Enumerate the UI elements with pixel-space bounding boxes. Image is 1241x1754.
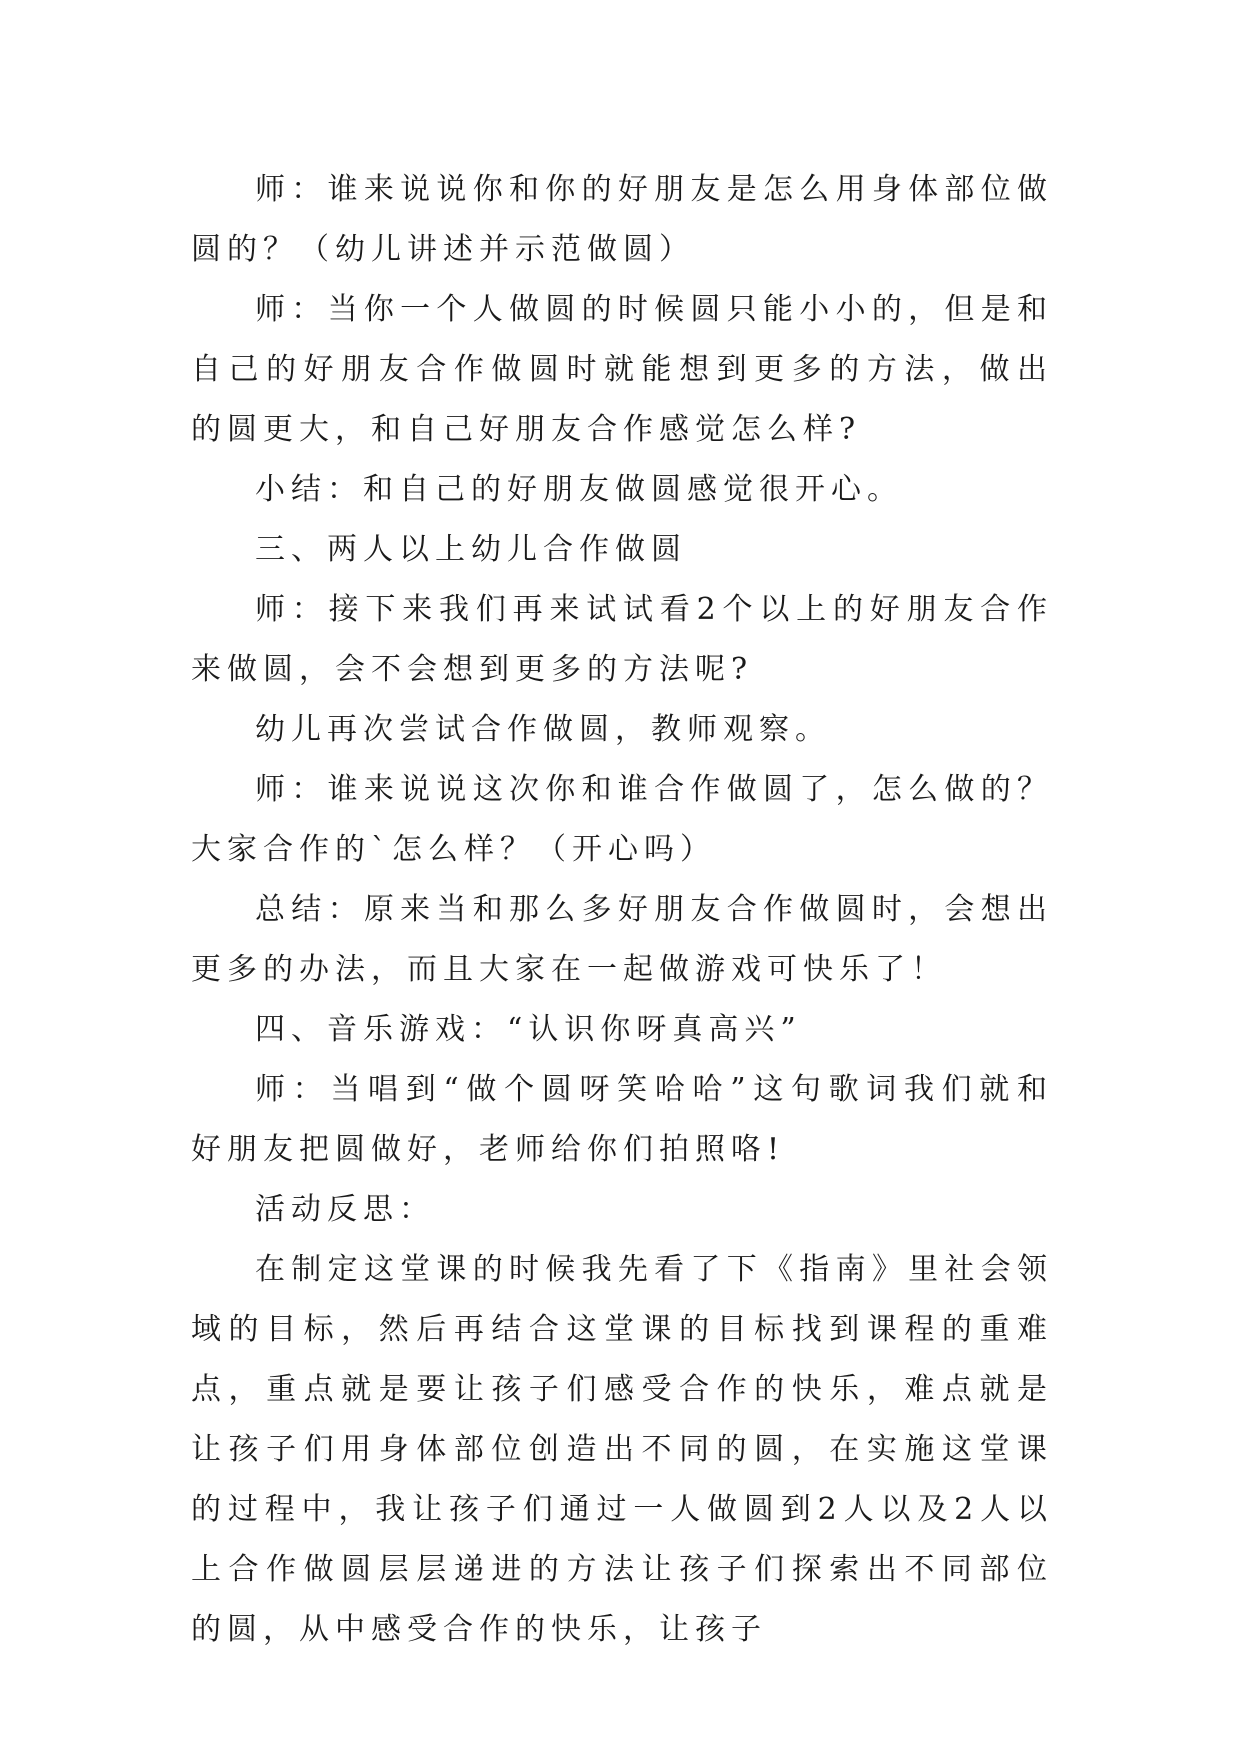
paragraph-child-attempt: 幼儿再次尝试合作做圆，教师观察。 [255, 712, 831, 747]
paragraph-teacher-question-1: 师：谁来说说你和你的好朋友是怎么用身体部位做圆的？（幼儿讲述并示范做圆） [191, 172, 1053, 267]
section-heading-4: 四、音乐游戏：“认识你呀真高兴” [255, 1012, 802, 1047]
paragraph-reflection: 在制定这堂课的时候我先看了下《指南》里社会领域的目标，然后再结合这堂课的目标找到课程的重难点，重点就是要让孩子们感受合作的快乐，难点就是让孩子们用身体部位创造出不同的圆，在实施这堂课的过程中，我让孩子们通过一人做圆到2人以及2人以上合作做圆层层递进的方法让孩子们探索出不同部位的圆，从中感受合作的快乐，让孩子 [191, 1252, 1053, 1647]
paragraph-teacher-question-4: 师：谁来说说这次你和谁合作做圆了，怎么做的？大家合作的`怎么样？（开心吗） [191, 772, 1053, 867]
paragraph-conclusion: 总结：原来当和那么多好朋友合作做圆时，会想出更多的办法，而且大家在一起做游戏可快乐了！ [191, 892, 1053, 987]
paragraph-teacher-instruction: 师：当唱到“做个圆呀笑哈哈”这句歌词我们就和好朋友把圆做好，老师给你们拍照咯! [191, 1072, 1053, 1167]
section-heading-3: 三、两人以上幼儿合作做圆 [255, 532, 687, 567]
paragraph-teacher-question-3: 师：接下来我们再来试试看2个以上的好朋友合作来做圆，会不会想到更多的方法呢? [191, 592, 1053, 687]
paragraph-summary-1: 小结：和自己的好朋友做圆感觉很开心。 [255, 472, 903, 507]
paragraph-teacher-question-2: 师：当你一个人做圆的时候圆只能小小的，但是和自己的好朋友合作做圆时就能想到更多的方法，做出的圆更大，和自己好朋友合作感觉怎么样? [191, 292, 1053, 447]
document-body [191, 160, 1053, 1660]
section-heading-reflection: 活动反思： [255, 1192, 435, 1227]
